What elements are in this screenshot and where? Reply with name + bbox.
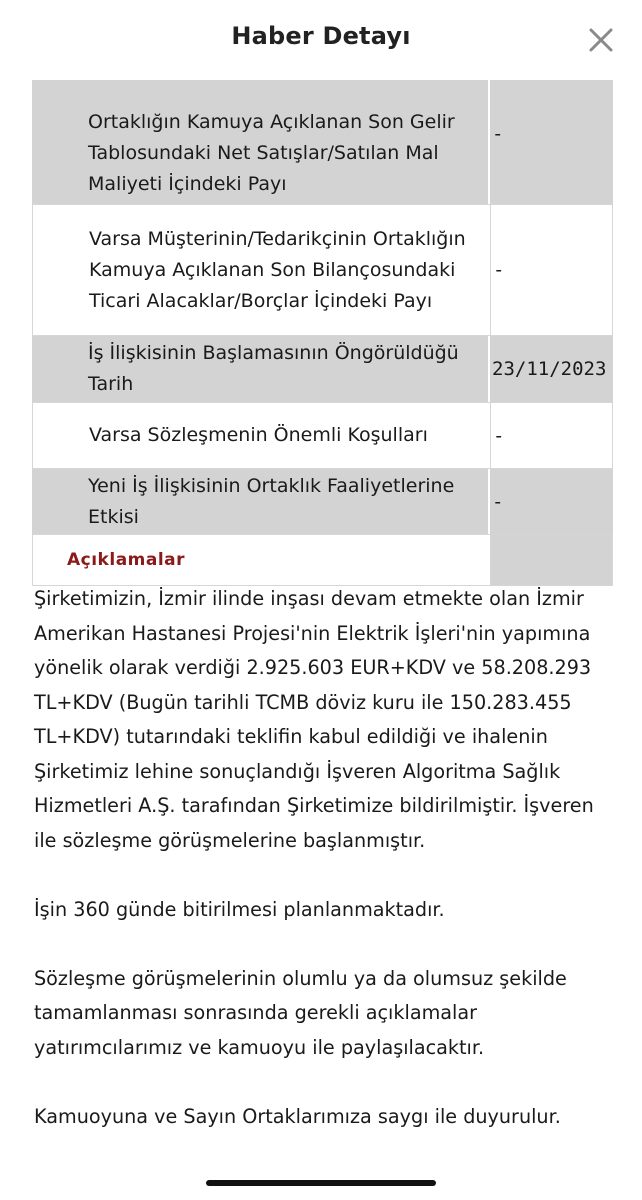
row-label: Ortaklığın Kamuya Açıklanan Son Gelir Tablosundaki Net Satışlar/Satılan Mal Maliyeti İçindeki Payı (32, 80, 490, 204)
close-icon[interactable] (586, 25, 616, 55)
explanations-value (491, 535, 612, 585)
explanations-label: Açıklamalar (33, 535, 491, 585)
news-detail-content[interactable] (0, 80, 642, 1200)
row-value: - (493, 424, 505, 447)
disclosure-table (32, 80, 613, 586)
explanations-row (32, 535, 613, 586)
row-label: Varsa Sözleşmenin Önemli Koşulları (33, 403, 491, 468)
table-row (32, 205, 613, 336)
table-row (32, 469, 613, 535)
body-paragraph: Kamuoyuna ve Sayın Ortaklarımıza saygı ile duyurulur. (34, 1104, 561, 1128)
row-value: - (493, 259, 505, 281)
home-indicator[interactable] (206, 1180, 436, 1186)
row-value: 23/11/2023 (492, 358, 607, 380)
page-title: Haber Detayı (231, 22, 411, 50)
body-paragraph: Şirketimizin, İzmir ilinde inşası devam etmekte olan İzmir Amerikan Hastanesi Projesi'nin Elektrik İşleri'nin yapımına yönelik olarak verdiği 2.925.603 EUR+KDV ve 58.208.293 TL+KDV (Bugün tarihli TCMB döviz kuru ile 150.283.455 TL+KDV) tutarındaki teklifin kabul edildiği ve ihalenin Şirketimiz lehine sonuçlandığı İşveren Algoritma Sağlık Hizmetleri A.Ş. tarafından Şirketimize bildirilmiştir. İşveren ile sözleşme görüşmelerine başlanmıştır. (34, 587, 594, 852)
body-paragraph: İşin 360 günde bitirilmesi planlanmaktadır. (34, 897, 445, 921)
table-row (32, 336, 613, 403)
row-label: Varsa Müşterinin/Tedarikçinin Ortaklığın Kamuya Açıklanan Son Bilançosundaki Ticari Alacaklar/Borçlar İçindeki Payı (33, 205, 491, 335)
row-label: Yeni İş İlişkisinin Ortaklık Faaliyetlerine Etkisi (32, 469, 490, 534)
table-row (32, 403, 613, 469)
row-label: İş İlişkisinin Başlamasının Öngörüldüğü Tarih (32, 336, 490, 402)
close-button[interactable] (586, 25, 616, 55)
row-value: - (492, 123, 504, 145)
news-body (34, 582, 614, 1169)
body-paragraph: Sözleşme görüşmelerinin olumlu ya da olumsuz şekilde tamamlanması sonrasında gerekli açıklamalar yatırımcılarımız ve kamuoyu ile paylaşılacaktır. (34, 966, 567, 1059)
table-row (32, 80, 613, 205)
app-header (0, 0, 642, 80)
row-value: - (492, 490, 504, 513)
